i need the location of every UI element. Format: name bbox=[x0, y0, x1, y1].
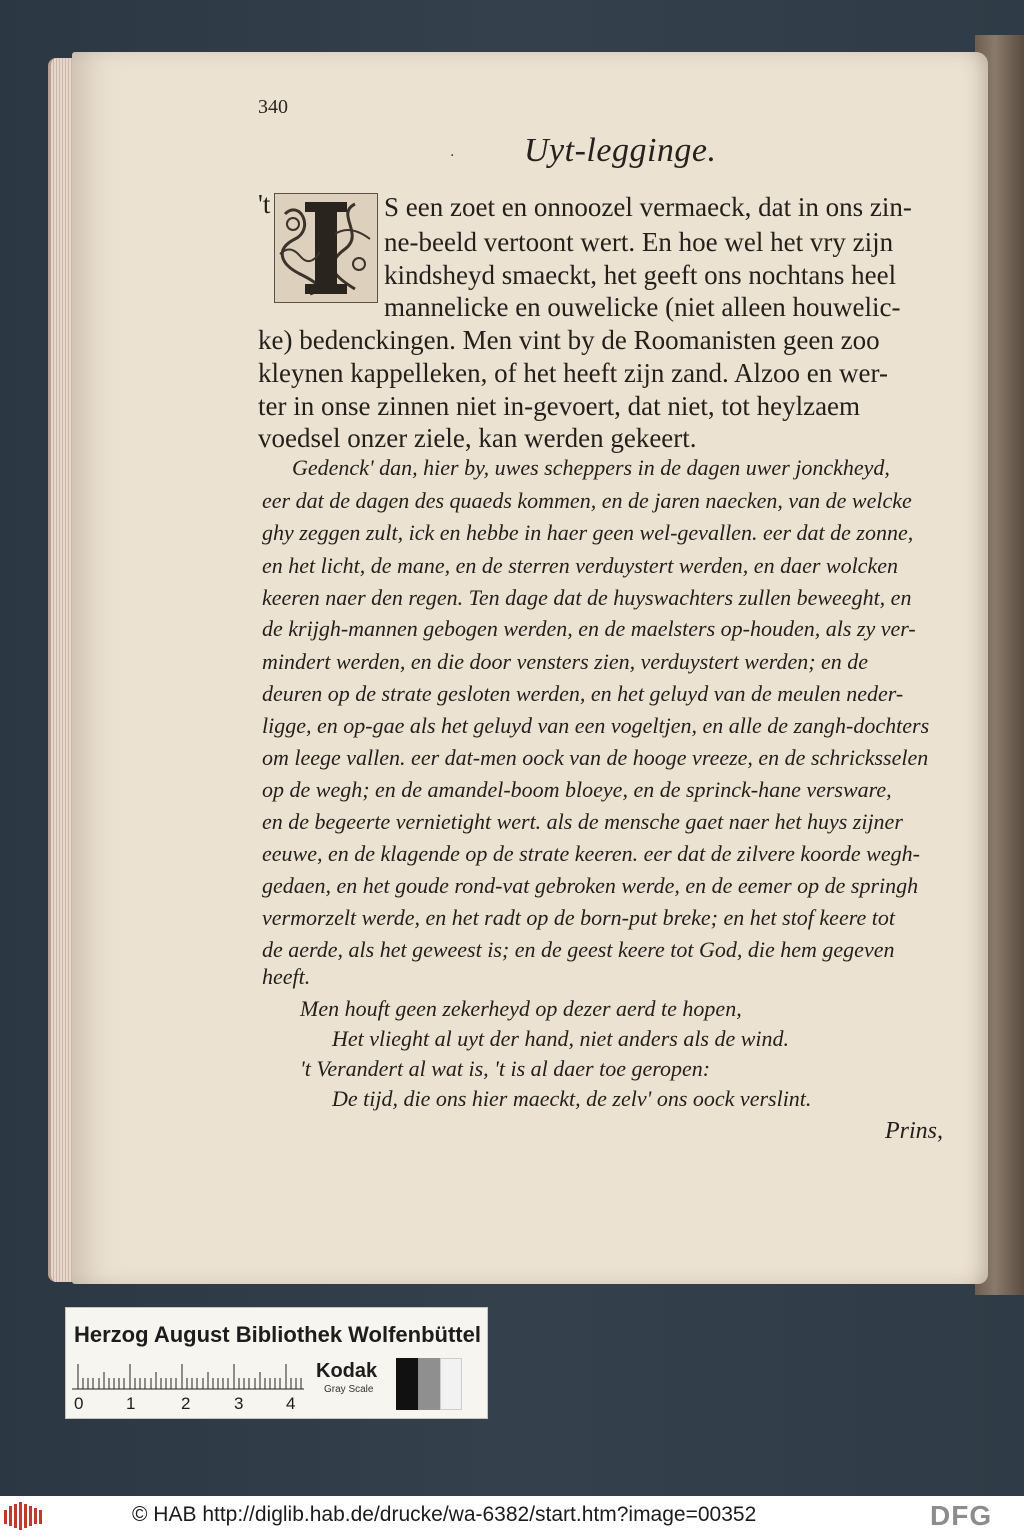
ruler-scale bbox=[72, 1360, 304, 1390]
verse-line: De tijd, die ons hier maeckt, de zelv' ons oock verslint. bbox=[332, 1086, 812, 1111]
text-line: S een zoet en onnoozel vermaeck, dat in ons zin- bbox=[384, 192, 912, 222]
italic-line: vermorzelt werde, en het radt op de born-put breke; en het stof keere tot bbox=[262, 905, 895, 930]
verse-line: Het vlieght al uyt der hand, niet anders als de wind. bbox=[332, 1026, 790, 1051]
gray-scale-label: Gray Scale bbox=[324, 1384, 374, 1395]
verse-line: Men houft geen zekerheyd op dezer aerd te hopen, bbox=[300, 996, 742, 1021]
gray-swatch-black bbox=[396, 1358, 418, 1410]
initial-prefix: 't bbox=[258, 189, 271, 219]
gray-swatch-gray bbox=[418, 1358, 440, 1410]
page-heading: Uyt-legginge. bbox=[524, 132, 717, 169]
heading-ornament-dot: · bbox=[450, 148, 455, 164]
decorated-initial-i-icon bbox=[274, 193, 378, 303]
ruler-number: 4 bbox=[286, 1394, 296, 1413]
text-line: voedsel onzer ziele, kan werden gekeert. bbox=[258, 423, 697, 453]
italic-line: om leege vallen. eer dat-men oock van de hooge vreeze, en de schricksselen bbox=[262, 745, 929, 770]
footer-bar bbox=[0, 1496, 1024, 1537]
italic-line: eer dat de dagen des quaeds kommen, en de jaren naecken, van de welcke bbox=[262, 488, 912, 513]
text-line: kindsheyd smaeckt, het geeft ons nochtans heel bbox=[384, 260, 897, 290]
italic-line: en de begeerte vernietight wert. als de mensche gaet naer het huys zijner bbox=[262, 809, 903, 834]
text-line: kleynen kappelleken, of het heeft zijn zand. Alzoo en wer- bbox=[258, 358, 888, 388]
italic-line: de aerde, als het geweest is; en de geest keere tot God, die hem gegeven bbox=[262, 937, 895, 962]
library-color-card bbox=[65, 1307, 488, 1419]
catchword: Prins, bbox=[885, 1118, 944, 1144]
ruler-number: 2 bbox=[181, 1394, 191, 1413]
italic-line: Gedenck' dan, hier by, uwes scheppers in de dagen uwer jonckheyd, bbox=[292, 455, 890, 480]
italic-line: ligge, en op-gae als het geluyd van een vogeltjen, en alle de zangh-dochters bbox=[262, 713, 930, 738]
text-line: ne-beeld vertoont wert. En hoe wel het vry zijn bbox=[384, 227, 894, 257]
kodak-label: Kodak bbox=[316, 1360, 378, 1382]
gray-swatch-white bbox=[440, 1358, 462, 1410]
dfg-logo: DFG bbox=[930, 1500, 993, 1531]
italic-line: ghy zeggen zult, ick en hebbe in haer geen wel-gevallen. eer dat de zonne, bbox=[262, 520, 914, 545]
text-line: ter in onse zinnen niet in-gevoert, dat niet, tot heylzaem bbox=[258, 391, 861, 421]
ruler-number: 3 bbox=[234, 1394, 244, 1413]
text-line: ke) bedenckingen. Men vint by de Roomanisten geen zoo bbox=[258, 325, 880, 355]
text-line: mannelicke en ouwelicke (niet alleen houwelic- bbox=[384, 292, 901, 322]
italic-line: en het licht, de mane, en de sterren verduystert werden, en daer wolcken bbox=[262, 553, 898, 578]
ruler-number: 1 bbox=[126, 1394, 136, 1413]
footer-copyright-url[interactable]: © HAB http://diglib.hab.de/drucke/wa-6382/start.htm?image=00352 bbox=[132, 1503, 757, 1526]
italic-line: eeuwe, en de klagende op de strate keeren. eer dat de zilvere koorde wegh- bbox=[262, 841, 920, 866]
page-number: 340 bbox=[258, 96, 288, 118]
italic-line: deuren op de strate gesloten werden, en het geluyd van de meulen neder- bbox=[262, 681, 904, 706]
italic-line: op de wegh; en de amandel-boom bloeye, en de sprinck-hane versware, bbox=[262, 777, 892, 802]
italic-line: heeft. bbox=[262, 964, 311, 989]
library-name: Herzog August Bibliothek Wolfenbüttel bbox=[74, 1322, 481, 1347]
hab-logo-icon bbox=[4, 1502, 44, 1530]
italic-line: mindert werden, en die door vensters zien, verduystert werden; en de bbox=[262, 649, 869, 674]
italic-line: keeren naer den regen. Ten dage dat de huyswachters zullen beweeght, en bbox=[262, 585, 912, 610]
italic-line: gedaen, en het goude rond-vat gebroken werde, en de eemer op de springh bbox=[262, 873, 919, 898]
verse-line: 't Verandert al wat is, 't is al daer toe geropen: bbox=[300, 1056, 711, 1081]
ruler-number: 0 bbox=[74, 1394, 84, 1413]
italic-line: de krijgh-mannen gebogen werden, en de maelsters op-houden, als zy ver- bbox=[262, 616, 916, 641]
